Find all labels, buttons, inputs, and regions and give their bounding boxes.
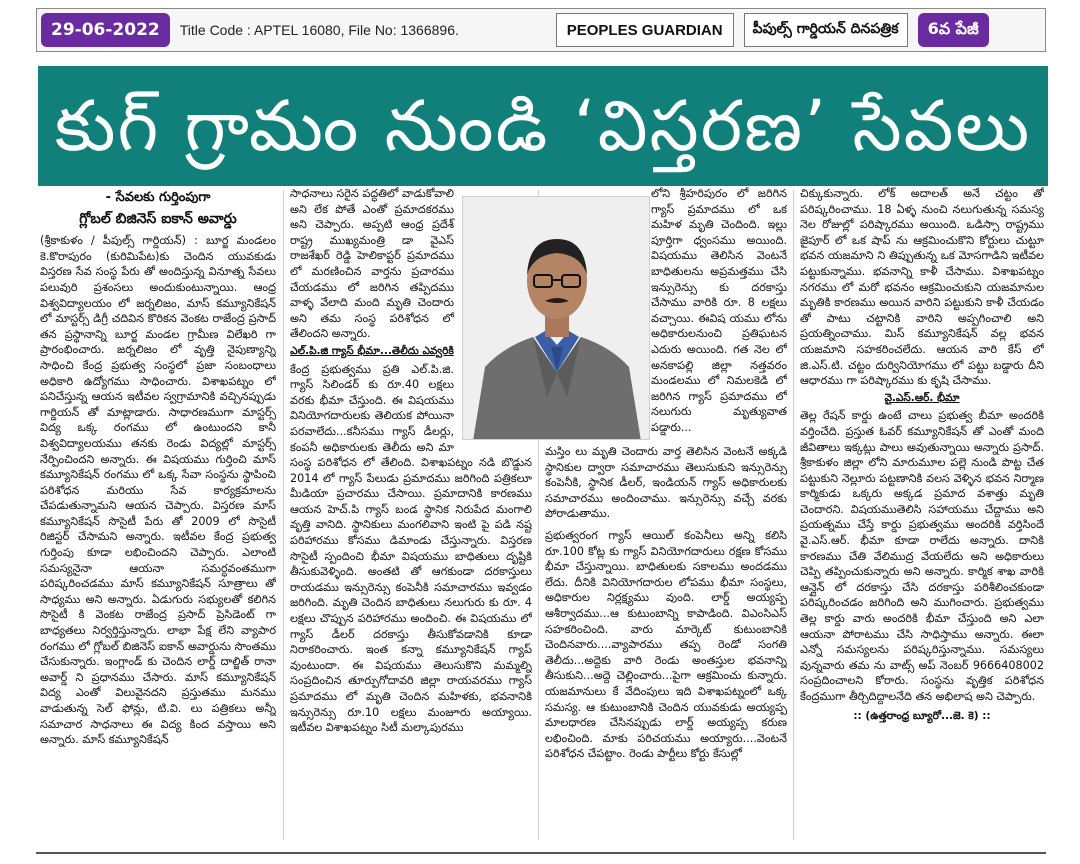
headline: కుగ్ గ్రామం నుండి ‘విస్తరణ’ సేవలు	[38, 66, 1048, 186]
page-number-badge: 6వ పేజీ	[918, 13, 989, 47]
bottom-rule	[36, 852, 1046, 854]
article-subheading: - సేవలకు గుర్తింపుగా	[105, 190, 211, 205]
paper-name-telugu: పీపుల్స్ గార్డియన్ దినపత్రిక	[744, 13, 908, 47]
article-paragraph: (శ్రీకాకుళం / పీపుల్స్ గార్డియన్) : బూర్జ మండలం కె.కొరాపురం (కురిమిపేట)కు చెందిన యువకుడు విస్తరణ సేవ సంస్థ పేరు తో అందిస్తున్న వినూత్న సేవలు పలువురి ప్రశంసలు అందుకుంటున్నాయి. ఆంధ్ర విశ్వవిద్యాలయం లో జర్నలిజం, మాస్ కమ్యూనికేషన్ లో మాస్టర్స్ డిగ్రీ చదివిన కొరికన వెంకట రాజేంద్ర ప్రసాద్ తన ప్రస్థానాన్ని బూర్జ మండల గ్రామీణ విలేఖరి గా ప్రారంభించారు. జర్నలిజం లో వృత్తి నైపుణ్యాన్ని సాధించి కేంద్ర ప్రభుత్వ సంస్థలో ప్రజా సంబంధాలు అధికారి ఉద్యోగము సాధించారు. విశాఖపట్నం లో పనిచేస్తున్న ఆయన ఇటీవల స్వగ్రామానికి వచ్చినప్పుడు గార్డియన్ తో మాట్లాడారు. సాధారణముగా మాస్టర్స్ విద్య ఒక్క రంగము లో ఉంటుందని కానీ విశ్వవిద్యాలయము తనకు రెండు విద్యల్లో మాస్టర్స్ నేర్పించిందని అన్నారు. ఈ విషయము గుర్తించి మాస్ కమ్యూనికేషన్ రంగము లో ఒక్క సేవా సంస్థను స్థాపించి పరిశోధన మరియు సేవ కార్యక్రమాలను చేపడుతున్నామని ఆయన చెప్పారు. విస్తరణ మాస్ కమ్యూనికేషన్ సొసైటీ పేరు తో 2009 లో సొసైటీ రిజిస్టర్ చేసామని అన్నారు. ఇటీవల కేంద్ర ప్రభుత్వ గుర్తింపు కూడా లభించిందని చెప్పారు. ఎలాంటి సమస్యనైనా ఆయనా సమర్ధవంతముగా పరిష్కరించడము మాస్ కమ్యూనికేషన్ సూత్రాలు తో సాధ్యము అని అన్నారు. ఏడుగురు సభ్యులతో కలిగిన సొసైటీ కి వెంకట రాజేంద్ర ప్రసాద్ ప్రెసిడెంట్ గా బాధ్యతలు నిర్వర్తిస్తున్నారు. లాభా పేక్ష లేని వ్యాపార రంగము లో గ్లోబల్ బిజినెస్ ఐకాన్ అవార్డును సొంతము చేసుకున్నారు. ఇంగ్లాండ్ కు చెందిన లార్డ్ దాల్జిత్ రానా అవార్డ్ ని ప్రధానము చేసారు. మాస్ కమ్యూనికేషన్ విద్య ఎంతో విలువైనదని ప్రస్తుతము మనము వాడుతున్న సెల్ ఫోన్లు, టి.వి. లు పత్రికలు అన్నీ సమాచార సాధనాలు ఈ విద్య కింద వస్తాయి అని అన్నారు. మాస్ కమ్యూనికేషన్	[40, 234, 276, 747]
section-heading-ysr: వై.ఎస్.ఆర్. భీమా	[884, 391, 960, 404]
title-code: Title Code : APTEL 16080, File No: 1366896.	[179, 22, 459, 38]
article-paragraph: లోని శ్రీహరిపురం లో జరిగిన గ్యాస్ ప్రమాదము లో ఒక మహిళ మృతి చెందింది. ఇల్లు పూర్తిగా ధ్వంసము అయింది. విషయము తెలిసిన వెంటనే బాధితులను అప్రమత్తము చేసి ఇన్సురెన్సు కు దరకాస్తు చేసాము వారికి రూ. 8 లక్షలు వచ్చాయి. ఈవిష యము లోను అధికారులనుంచి ప్రతిఘటన ఎదురు అయింది. గత నెల లో అనకాపల్లి జిల్లా నత్తవరం మండలము లో నిమలకెడి లో జరిగిన గ్యాస్ ప్రమాదము లో నలుగురు మృత్యువాత పడ్డారు...	[651, 187, 787, 434]
person-photo-icon	[463, 197, 650, 440]
article-paragraph: మస్తిం లు మృతి చెందారు వార్త తెలిసిన వెంటనే అక్కడి స్థానికుల ద్వారా సమాచారము తెలుసుకుని ఇన్సురెన్సు కంపెనీకి, స్థానిక డీలర్, ఇండియన్ గ్యాస్ అధికారులకు సమాచారము అందించాము. ఇన్సురెన్సు వచ్చే వరకు పోరాడుతాము.	[545, 445, 787, 521]
masthead-strip	[36, 8, 1046, 52]
date-badge: 29-06-2022	[41, 13, 170, 47]
section-heading-lpg: ఎల్.పి.జి గ్యాస్ భీమా...తెలీదు ఎవ్వరికి	[290, 344, 454, 357]
article-column-4	[800, 186, 1044, 850]
paper-name-english: PEOPLES GUARDIAN	[556, 13, 734, 47]
article-paragraph: ప్రభుత్వరంగ గ్యాస్ ఆయిల్ కంపెనీలు అన్ని కలిసి రూ.100 కోట్ల కు గ్యాస్ వినియోగదారులు రక్షణ కోసము భీమా చేస్తున్నాయి. బాధితులకు సకాలము అందడము లేదు. దీనికి వినియోగదారుల లోపము భీమా సంస్థలు, అధికారుల నిర్లక్ష్యము వుంది. లార్డ్ అయ్యప్ప ఆశీర్వాదము...ఆ కుటుంబాన్ని కాపాడింది. విఎంసిఎస్ సహకరించింది. వారు మార్కెట్ కుటుంబానికి చెందినవారు....వ్యాపారము తప్ప రెండో సంగతి తెలీదు...అద్దెకు వారి రెండు అంతస్తుల భవనాన్ని తీసుకుని...అద్దె చెల్లించారు...పైగా ఆక్రమించు కున్నారు. యజమానులు కే వేదింపులు ఇది విశాఖపట్నంలో ఒక్క సమస్య. ఆ కుటుంబానికి చెందిన యువకుడు అయ్యప్ప మాలధారణ చేసినప్పుడు లార్డ్ అయ్యప్ప కరుణ లభించింది. మాకు పరిచయము అయ్యారు....వెంటనే పరిశోధన చేపట్టాం. రెండు పార్టీలు కోర్టు కేసుల్లో	[545, 528, 787, 761]
person-photo	[462, 196, 650, 440]
column-divider	[283, 190, 284, 840]
article-award-heading: గ్లోబల్ బిజినెస్ ఐకాన్ అవార్డు	[79, 210, 237, 227]
article-column-1	[40, 186, 276, 850]
article-paragraph: కేంద్ర ప్రభుత్వము ప్రతి ఎల్.పి.జి. గ్యాస్ సిలిండర్ కు రూ.40 లక్షలు వరకు భీమా చేస్తుంది. ఈ విషయము వినియోగదారులకు తెలియక పోయినా పరవాలేదు...కనీసము గ్యాస్ డీలర్లు, కంపనీ అధికారులకు తెలీదు అని మా సంస్థ పరిశోధన లో తేలింది. విశాఖపట్నం నడి బొడ్డున 2014 లో గ్యాస్ పేలుడు ప్రమాదము జరిగింది పత్రికలూ మీడియా ప్రచారము చేసాయి. ప్రమాదానికి కారణము ఆయన హెచ్.పి గ్యాస్ బండ స్థానిక నిరుపేద మంగాలి వృత్తి వానిది. స్థానికులు మంగలివాని ఇంటి పై పడి నష్ట పరిహారము కోసము డిమాండు చేస్తున్నారు. విస్తరణ సొసైటీ స్పందించి భీమా విషయము బాధితులు దృష్టికి తీసుకువెళ్ళింది. అంతటి తో ఆగకుండా దరకాస్తులు రాయడము ఇన్సురెన్సు కంపెనీకి సమాచారము ఇవ్వడం జరిగింది. మృతి చెందిన బాధితులు నలుగురు కు రూ. 4 లక్షలు చొప్పున పరిహారము అందించి. ఈ విషయము లో గ్యాస్ డీలర్ దరకాస్తు తీసుకోవడానికి కూడా నిరాకరించారు. ఇంత కన్నా కమ్యూనికేషన్ గ్యాప్ వుంటుందా. ఈ విషయము తెలుసుకొని మమ్మల్ని సంప్రదించిన తూర్పుగోదావరి జిల్లా రాయవరము గ్యాస్ ప్రమాదము లో మృతి చెందిన మహిళకు, భవనానికి ఇన్సురెన్సు రూ.10 లక్షలు మంజూరు అయ్యాయి. ఇటీవల విశాఖపట్నం సిటీ మల్కాపురము	[290, 362, 532, 735]
article-paragraph: తెల్ల రేషన్ కార్డు ఉంటే చాలు ప్రభుత్వ బీమా అందరికి వర్తించేది. ప్రస్తుత ఓవర్ కమ్యూనికేషన్ తో ఎంతో మంది జీవితాలు ఇక్కట్లు పాలు అవుతున్నాయి అన్నారు ప్రసాద్. శ్రీకాకుళం జిల్లా లోని మారుమూల పల్లె నుండి పొట్ట చేత పట్టుకుని నెల్లూరు పట్టణానికి వలస వెళ్ళిన భవన నిర్మాణ కార్మికుడు ఒక్కరు అక్కడ ప్రమాద వశాత్తు మృతి చెందారని. విషయముతెలిసి సహాయము చేద్దాము అని ప్రయత్నము చేస్తే కార్డు ప్రభుత్వము అందరికి వర్తిసిందే వై.ఎస్.ఆర్. భీమా కూడా రాలేదు అన్నారు. దానికి కారణము చేతి వేలిముద్ర వేయలేదు అని అధికారులు చెప్పి తప్పించుకున్నారు అని అన్నారు. కార్మిక శాఖ వారికి ఆన్లైన్ లో దరకాస్తు చేసి దరకాస్తు పరిశీలించకుండా పరిష్కరించడం జరిగింది అని ముగించారు. ప్రభుత్వము తెల్ల కార్డు వారు అందరికి భీమా చేస్తుంది అని ఎలా ఆయనా పోరాటము చేసి సాధిస్తాము అన్నారు. ఈలా ఎన్నో సమస్యలను పరిష్కరిస్తున్నాము. సమస్యలు వున్నవారు తమ ను వాట్స్ అప్ నెంబర్ 9666408002 సంప్రదించాలని కోరారు. సంస్థను వృత్తిక పరిశోధన కేంద్రముగా తీర్చిదిద్దాలనేది తన అభిలాష అని చెప్పారు.	[800, 409, 1044, 703]
article-paragraph: సాధనాలు సరైన పద్ధతిలో వాడుకోవాలి అని లేక పోతే ఎంతో ప్రమాదకరము అని చెప్పారు. అప్పటి ఆంధ్ర ప్రదేశ్ రాష్ట్ర ముఖ్యమంత్రి డా వైఎస్ రాజశేఖర్ రెడ్డి హెలికాప్టర్ ప్రమాదము లో మరణించిన వార్తను ప్రచారము చేయడము లో జరిగిన తప్పిదము వాళ్ళ వేలాది మంది మృతి చెందారు అని తమ సంస్థ పరిశోధన లో తేలిందని అన్నారు.	[290, 187, 454, 341]
byline: :: (ఉత్తరాంధ్ర బ్యూరో...జె. కె) ::	[853, 709, 991, 722]
column-divider	[793, 190, 794, 840]
article-paragraph: చిక్కుకున్నారు. లోక్ అదాలత్ అనే చట్టం తో పరిష్కరించాము. 18 ఏళ్ళ నుంచి నలుగుతున్న సమస్య నెల రోజుల్లో పరిష్కారము అయింది. ఒడిస్సా రాష్ట్రము జైపూర్ లో ఒక షాప్ ను ఆక్రమించుకొని కోర్టులు చుట్టూ భవన యజమాని ని తిప్పుతున్న ఒక మోసగాడిని ఇటీవల పట్టుకున్నాము. భవనాన్ని కాళీ చేసాము. విశాఖపట్నం నగరము లో మరో భవనం ఆక్రమించుకుని యజమానుల మృతికి కారణము అయిన వారిని పట్టుకుని కాళీ చేయడం తో పాటు చట్టానికి వారిని అప్పగించాలి అని ప్రయత్నించాము. మిస్ కమ్యూనికేషన్ వల్ల భవన యజమాని సహకరించలేదు. ఆయన వారి కేస్ లో జి.ఎస్.టి. చట్టం దుర్వినియోగము లో పట్టు బడ్డారు దీని ఆధారము గా పరిష్కారము కు కృషి చేసాము.	[800, 187, 1044, 388]
